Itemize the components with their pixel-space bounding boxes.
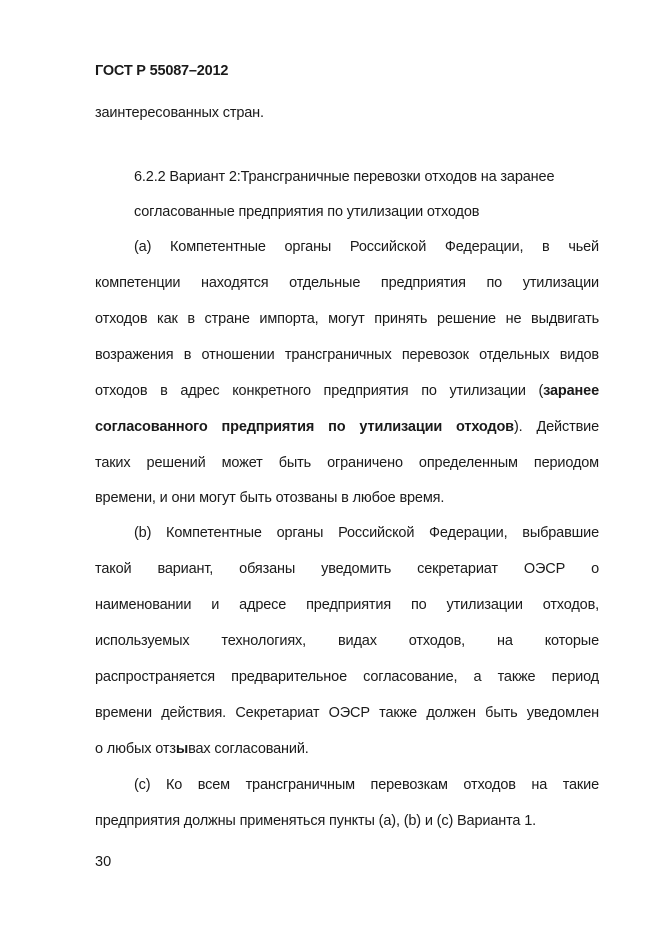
para-a-bold-term-start: заранее [543, 383, 599, 399]
para-b-line-7-start: о любых отз [95, 741, 176, 757]
page-number: 30 [95, 854, 112, 870]
para-a-line-6-text: ). Действие [513, 419, 599, 435]
continuation-line: заинтересованных стран. [95, 105, 264, 121]
para-b-line-6: времени действия. Секретариат ОЭСР также должен быть уведомлен [95, 705, 599, 721]
para-b-line-3: наименовании и адресе предприятия по утилизации отходов, [95, 597, 599, 613]
para-b-line-4: используемых технологиях, видах отходов, на которые [95, 633, 599, 649]
para-a-line-7: таких решений может быть ограничено определенным периодом [95, 455, 599, 471]
para-b-bold-letter: ы [175, 741, 189, 757]
para-a-line-8: времени, и они могут быть отозваны в любое время. [95, 490, 445, 506]
para-b-line-7 [95, 740, 599, 758]
para-a-line-3: отходов как в стране импорта, могут принять решение не выдвигать [95, 311, 599, 327]
para-a-line-5 [95, 382, 599, 400]
para-b-line-2: такой вариант, обязаны уведомить секретариат ОЭСР о [95, 561, 599, 577]
para-a-line-4: возражения в отношении трансграничных перевозок отдельных видов [95, 347, 599, 363]
section-heading-line-2: согласованные предприятия по утилизации отходов [134, 204, 480, 220]
para-b-line-7-end: вах согласований. [188, 741, 309, 757]
para-a-line-2: компетенции находятся отдельные предприятия по утилизации [95, 275, 599, 291]
para-c-line-2: предприятия должны применяться пункты (a), (b) и (c) Варианта 1. [95, 813, 537, 829]
para-c-line-1: (c) Ко всем трансграничным перевозкам отходов на такие [134, 777, 599, 793]
section-heading-line-1: 6.2.2 Вариант 2:Трансграничные перевозки отходов на заранее [134, 169, 555, 185]
para-a-line-1: (a) Компетентные органы Российской Федерации, в чьей [134, 239, 599, 255]
para-a-bold-term-end: согласованного предприятия по утилизации отходов [95, 419, 514, 435]
para-b-line-5: распространяется предварительное согласование, а также период [95, 669, 599, 685]
para-b-line-1: (b) Компетентные органы Российской Федерации, выбравшие [134, 525, 599, 541]
para-a-line-5-text: отходов в адрес конкретного предприятия по утилизации ( [95, 383, 544, 399]
para-a-line-6 [95, 418, 599, 436]
standard-header: ГОСТ Р 55087–2012 [95, 63, 229, 79]
